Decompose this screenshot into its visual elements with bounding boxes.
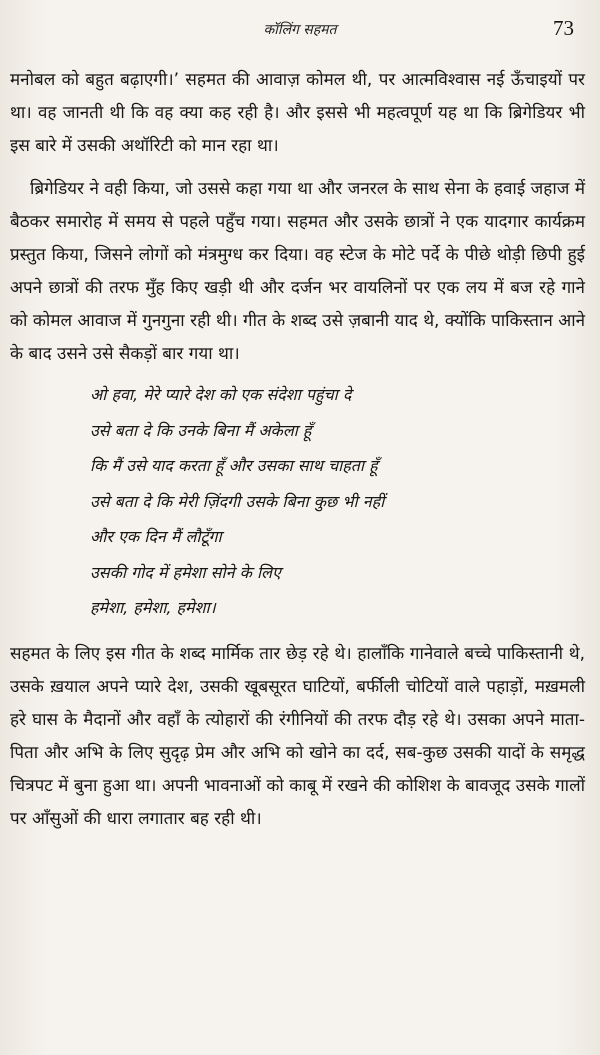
paragraph-2: ब्रिगेडियर ने वही किया, जो उससे कहा गया था और जनरल के साथ सेना के हवाई जहाज में बैठकर समारोह में समय से पहले पहुँच गया। सहमत और उसके छात्रों ने एक यादगार कार्यक्रम प्रस्तुत किया, जिसने लोगों को मंत्रमुग्ध कर दिया। वह स्टेज के मोटे पर्दे के पीछे थोड़ी छिपी हुई अपने छात्रों की तरफ मुँह किए खड़ी थी और दर्जन भर वायलिनों पर एक लय में बज रहे गाने को कोमल आवाज में गुनगुना रही थी। गीत के शब्द उसे ज़बानी याद थे, क्योंकि पाकिस्तान आने के बाद उसने उसे सैकड़ों बार गया था। [10, 179, 585, 364]
page-header [0, 14, 600, 44]
verse-line: हमेशा, हमेशा, हमेशा। [90, 598, 216, 617]
verse-line: उसकी गोद में हमेशा सोने के लिए [90, 562, 281, 582]
song-verse [10, 377, 585, 626]
verse-line: और एक दिन मैं लौटूँगा [90, 527, 222, 546]
verse-line: ओ हवा, मेरे प्यारे देश को एक संदेशा पहुंचा दे [90, 385, 352, 404]
running-head: कॉलिंग सहमत [263, 22, 337, 38]
verse-line: उसे बता दे कि मेरी ज़िंदगी उसके बिना कुछ भी नहीं [90, 491, 385, 511]
paragraph-3: सहमत के लिए इस गीत के शब्द मार्मिक तार छेड़ रहे थे। हालाँकि गानेवाले बच्चे पाकिस्तानी थे, उसके ख़याल अपने प्यारे देश, उसकी खूबसूरत घाटियों, बर्फीली चोटियों वाले पहाड़ों, मख़मली हरे घास के मैदानों और वहाँ के त्योहारों की रंगीनियों की तरफ दौड़ रहे थे। उसका अपने माता-पिता और अभि के लिए सुदृढ़ प्रेम और अभि को खोने का दर्द, सब-कुछ उसकी यादों के समृद्ध चित्रपट में बुना हुआ था। अपनी भावनाओं को काबू में रखने की कोशिश के बावजूद उसके गालों पर आँसुओं की धारा लगातार बह रही थी। [10, 643, 585, 829]
verse-line: उसे बता दे कि उनके बिना मैं अकेला हूँ [90, 420, 312, 440]
page-body [10, 64, 585, 836]
page-number: 73 [553, 16, 574, 40]
verse-line: कि मैं उसे याद करता हूँ और उसका साथ चाहता हूँ [90, 456, 378, 475]
paragraph-1: मनोबल को बहुत बढ़ाएगी।’ सहमत की आवाज़ कोमल थी, पर आत्मविश्वास नई ऊँचाइयों पर था। वह जानती थी कि वह क्या कह रही है। और इससे भी महत्वपूर्ण यह था कि ब्रिगेडियर भी इस बारे में उसकी अथॉरिटी को मान रहा था। [10, 70, 585, 156]
